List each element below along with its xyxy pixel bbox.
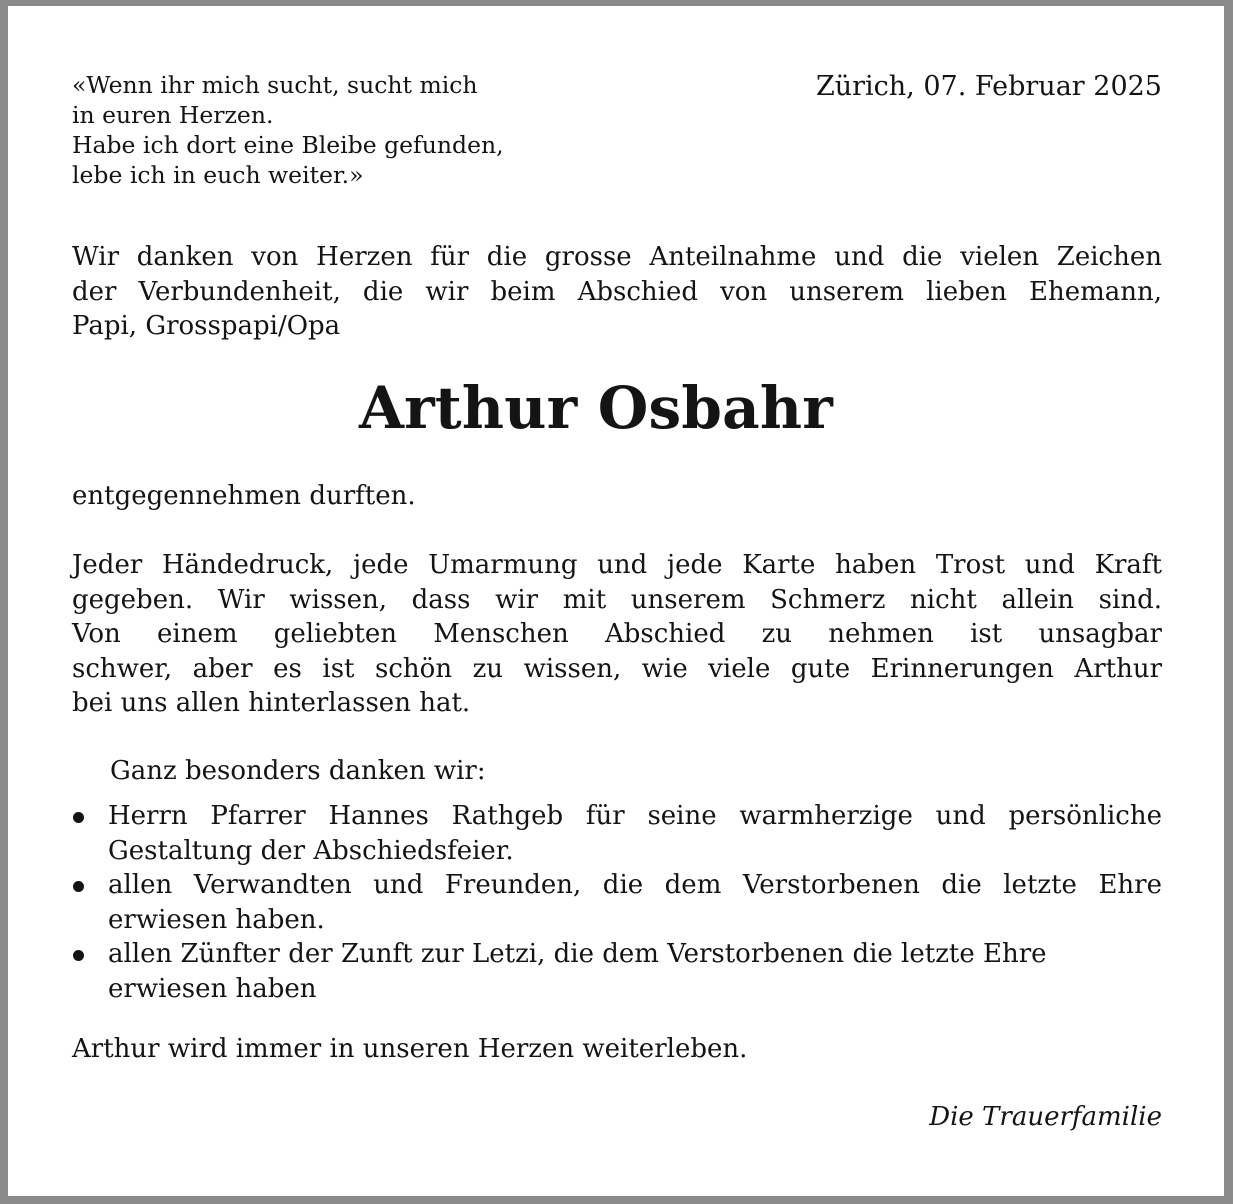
quote-line: in euren Herzen. <box>72 101 274 129</box>
quote-line: «Wenn ihr mich sucht, sucht mich <box>72 71 478 99</box>
thanks-list <box>72 799 1162 1006</box>
list-item <box>72 868 1162 937</box>
list-item <box>72 937 1162 1006</box>
gratitude-line: gegeben. Wir wissen, dass wir mit unserem Schmerz nicht allein sind. <box>72 584 1162 615</box>
intro-line: Papi, Grosspapi/Opa <box>72 311 341 341</box>
list-item-line: erwiesen haben <box>108 973 317 1004</box>
signature: Die Trauerfamilie <box>929 1102 1162 1132</box>
closing-text: Arthur wird immer in unseren Herzen weiterleben. <box>72 1034 748 1064</box>
list-item-line: allen Zünfter der Zunft zur Letzi, die dem Verstorbenen die letzte Ehre <box>108 939 1047 969</box>
quote-line: Habe ich dort eine Bleibe gefunden, <box>72 131 504 159</box>
list-item-line: erwiesen haben. <box>108 904 325 935</box>
list-item-line: Gestaltung der Abschiedsfeier. <box>108 835 514 866</box>
bullet-icon <box>73 812 84 823</box>
memorial-quote <box>72 70 592 190</box>
list-item-line: allen Verwandten und Freunden, die dem Verstorbenen die letzte Ehre <box>108 870 1162 900</box>
bullet-icon <box>73 881 84 892</box>
gratitude-line: bei uns allen hinterlassen hat. <box>72 688 471 718</box>
place-date: Zürich, 07. Februar 2025 <box>815 71 1162 102</box>
bullet-icon <box>73 950 84 961</box>
list-item <box>72 799 1162 868</box>
gratitude-paragraph <box>72 548 1162 721</box>
deceased-name: Arthur Osbahr <box>358 374 834 442</box>
received-line <box>72 479 1162 514</box>
received-text: entgegennehmen durften. <box>72 481 416 511</box>
quote-line: lebe ich in euch weiter.» <box>72 161 364 189</box>
closing-line <box>72 1032 1162 1067</box>
gratitude-line: Jeder Händedruck, jede Umarmung und jede Karte haben Trost und Kraft <box>72 550 1162 580</box>
intro-paragraph <box>72 240 1162 344</box>
list-item-line: Herrn Pfarrer Hannes Rathgeb für seine warmherzige und persönliche <box>108 801 1162 831</box>
intro-line: Wir danken von Herzen für die grosse Anteilnahme und die vielen Zeichen <box>72 242 1162 272</box>
gratitude-line: schwer, aber es ist schön zu wissen, wie viele gute Erinnerungen Arthur <box>72 653 1162 684</box>
gratitude-line: Von einem geliebten Menschen Abschied zu nehmen ist unsagbar <box>72 619 1162 649</box>
intro-line: der Verbundenheit, die wir beim Abschied von unserem lieben Ehemann, <box>72 276 1162 307</box>
thanks-heading: Ganz besonders danken wir: <box>110 756 486 786</box>
